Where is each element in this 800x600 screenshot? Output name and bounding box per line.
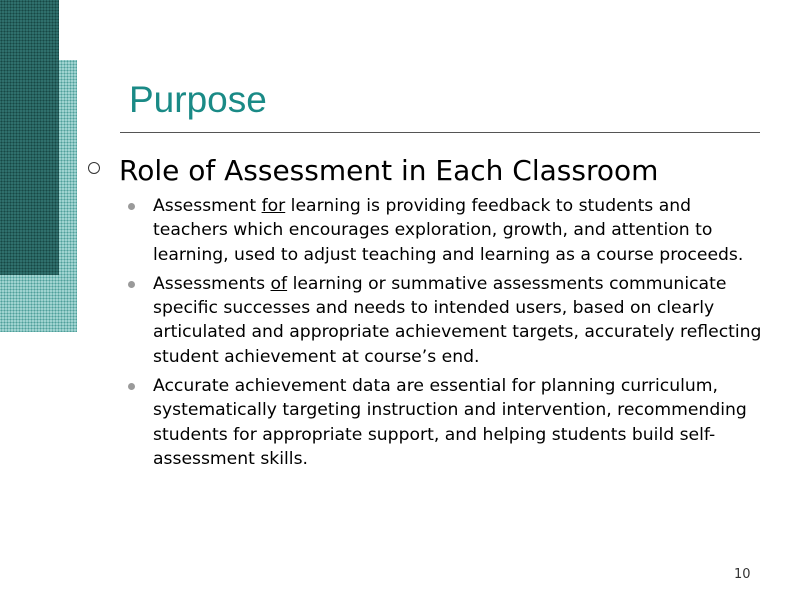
hollow-circle-bullet-icon: [88, 162, 100, 174]
sub-bullet-item: [126, 194, 766, 267]
dot-bullet-icon: [128, 203, 135, 210]
title-divider: [120, 132, 760, 133]
dot-bullet-icon: [128, 281, 135, 288]
slide-title: Purpose: [129, 79, 267, 120]
decorative-block-dark: [0, 0, 59, 275]
sub-bullet-text-end: learning is providing feedback to students and teachers which encourages exploration, growth, and attention to learning, used to adjust teaching and learning as a course proceeds.: [153, 196, 744, 265]
page-number: 10: [734, 567, 751, 582]
sub-bullet-text-start: Assessment: [153, 196, 262, 216]
main-bullet-text: Role of Assessment in Each Classroom: [119, 154, 659, 187]
sub-bullet-item: [126, 374, 766, 471]
underlined-word: of: [270, 273, 288, 294]
sub-bullet-list: [126, 194, 766, 476]
dot-bullet-icon: [128, 383, 135, 390]
sub-bullet-text-start: Assessments: [153, 273, 271, 294]
sub-bullet-item: [126, 272, 766, 369]
sub-bullet-text: Accurate achievement data are essential for planning curriculum, systematically targeting instruction and intervention, recommending students for appropriate support, and helping students build self-assessment skills.: [153, 376, 747, 469]
sub-bullet-text-end: learning or summative assessments communicate specific successes and needs to intended users, based on clearly articulated and appropriate achievement targets, accurately reflecting student achievement at course’s end.: [153, 273, 762, 367]
underlined-word: for: [261, 196, 286, 216]
